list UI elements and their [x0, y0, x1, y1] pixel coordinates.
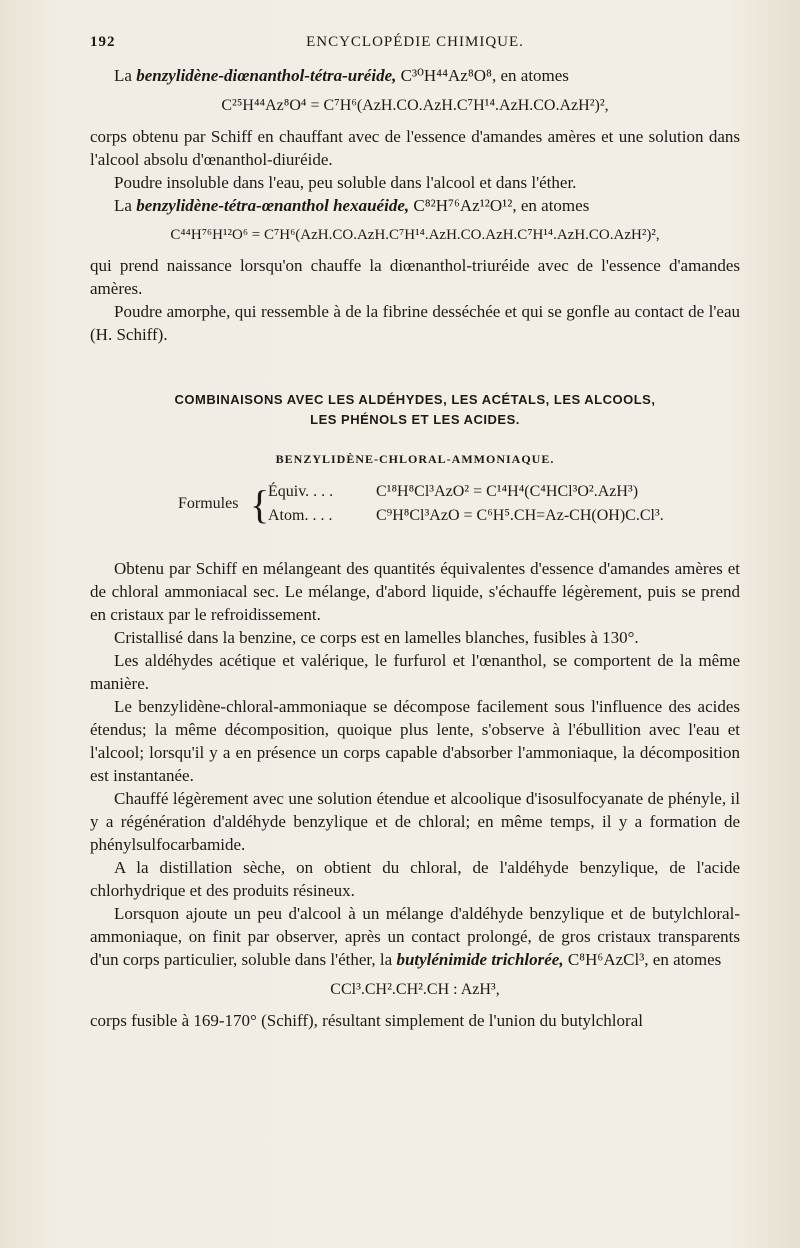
formula-3: CCl³.CH².CH².CH : AzH³,	[330, 981, 500, 998]
paragraph-decomposition: Le benzylidène-chloral-ammoniaque se décompose facilement sous l'influence des acides étendus; la même décomposition, quoique plus lente, s'observe à l'ébullition avec l'eau et l'alcool; lorsqu'il y a en présence un corps capable d'absorber l'ammoniaque, la décomposition est instantanée.	[90, 697, 740, 785]
paragraph-solubility: Poudre insoluble dans l'eau, peu soluble dans l'alcool et dans l'éther.	[114, 173, 577, 192]
paragraph-butylenimide: Lorsquon ajoute un peu d'alcool à un mélange d'aldéhyde benzylique et de butylchloral-ammoniaque, on finit par observer, après un contact prolongé, de gros cristaux transparents d'un corps particulier, soluble dans l'éther, la butylénimide trichlorée, C⁸H⁶AzCl³, en atomes	[90, 904, 740, 969]
page-number: 192	[90, 34, 116, 50]
paragraph-crystallized: Cristallisé dans la benzine, ce corps est en lamelles blanches, fusibles à 130°.	[114, 628, 639, 647]
paragraph-fusible: corps fusible à 169-170° (Schiff), résultant simplement de l'union du butylchloral	[90, 1011, 643, 1030]
paragraph-distillation: A la distillation sèche, on obtient du chloral, de l'aldéhyde benzylique, de l'acide chlorhydrique et des produits résineux.	[90, 858, 740, 900]
paragraph-aldehydes: Les aldéhydes acétique et valérique, le furfurol et l'œnanthol, se comportent de la même manière.	[90, 651, 740, 693]
formulas-block	[90, 481, 740, 533]
paragraph-amorphous: Poudre amorphe, qui ressemble à de la fibrine desséchée et qui se gonfle au contact de l'eau (H. Schiff).	[90, 302, 740, 344]
page-header	[90, 34, 740, 58]
compound-name: benzylidène-tétra-œnanthol hexauéide,	[136, 196, 410, 215]
formula-2: C⁴⁴H⁷⁶H¹²O⁶ = C⁷H⁶(AzH.CO.AzH.C⁷H¹⁴.AzH.CO.AzH.C⁷H¹⁴.AzH.CO.AzH²)²,	[170, 227, 660, 243]
brace-icon: {	[250, 482, 270, 527]
paragraph-obtention: Obtenu par Schiff en mélangeant des quantités équivalentes d'essence d'amandes amères et de chloral ammoniacal sec. Le mélange, d'abord liquide, s'échauffe légèrement, puis se prend en cristaux par le refroidissement.	[90, 559, 740, 624]
paragraph-formation: qui prend naissance lorsqu'on chauffe la diœnanthol-triuréide avec de l'essence d'amandes amères.	[90, 256, 740, 298]
formula-atom-row: Atom. . . . C⁹H⁸Cl³AzO = C⁶H⁵.CH=Az-CH(OH)C.Cl³.	[268, 507, 664, 524]
paragraph-benzylidene-dioenanthol: La benzylidène-diœnanthol-tétra-uréide, C³⁰H⁴⁴Az⁸O⁸, en atomes	[114, 66, 569, 85]
running-title: ENCYCLOPÉDIE CHIMIQUE.	[306, 34, 524, 50]
formula-1: C²⁵H⁴⁴Az⁸O⁴ = C⁷H⁶(AzH.CO.AzH.C⁷H¹⁴.AzH.CO.AzH²)²,	[221, 97, 609, 114]
paragraph-preparation: corps obtenu par Schiff en chauffant avec de l'essence d'amandes amères et une solution dans l'alcool absolu d'œnanthol-diuréide.	[90, 127, 740, 169]
compound-subheading: BENZYLIDÈNE-CHLORAL-AMMONIAQUE.	[275, 452, 555, 466]
text-column	[90, 64, 740, 1032]
compound-name: benzylidène-diœnanthol-tétra-uréide,	[136, 66, 397, 85]
formula-equiv-row: Équiv. . . . C¹⁸H⁸Cl³AzO² = C¹⁴H⁴(C⁴HCl³O².AzH³)	[268, 483, 639, 500]
paragraph-tetra-oenanthol: La benzylidène-tétra-œnanthol hexauéide, C⁸²H⁷⁶Az¹²O¹², en atomes	[114, 196, 590, 215]
paragraph-heated: Chauffé légèrement avec une solution étendue et alcoolique d'isosulfocyanate de phényle, il y a régénération d'aldéhyde benzylique et de chloral; en même temps, il y a formation de phénylsulfocarbamide.	[90, 789, 740, 854]
compound-name: butylénimide trichlorée,	[396, 950, 564, 969]
section-heading: COMBINAISONS AVEC LES ALDÉHYDES, LES ACÉTALS, LES ALCOOLS, LES PHÉNOLS ET LES ACIDES.	[174, 392, 656, 427]
formulas-label: Formules	[178, 495, 239, 512]
